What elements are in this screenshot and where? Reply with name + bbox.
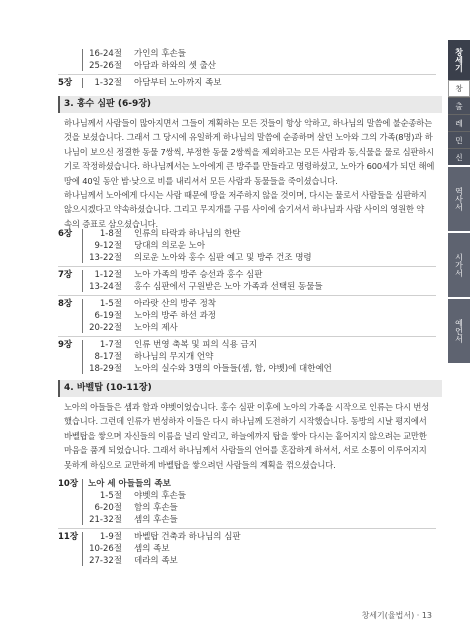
chapter-label: 9장 xyxy=(58,340,73,350)
tab-sub-num[interactable]: 민 xyxy=(448,131,470,148)
outline-text: 노아 가족의 방주 승선과 홍수 심판 xyxy=(134,270,263,280)
outline-text: 노아의 제사 xyxy=(134,323,178,333)
outline-row xyxy=(58,543,436,555)
outline-block xyxy=(58,77,436,89)
outline-text: 바벨탑 건축과 하나님의 심판 xyxy=(134,532,241,542)
verse-range: 6-20절 xyxy=(94,503,122,513)
paragraph-line: 못하게 하심으로 교만하게 바벨탑을 쌓으려던 사람들의 계획을 꺾으셨습니다. xyxy=(64,459,336,470)
verse-range: 6-19절 xyxy=(94,311,122,321)
outline-row xyxy=(58,281,436,293)
verse-range: 1-5절 xyxy=(99,299,122,309)
verse-range: 1-32절 xyxy=(94,78,122,88)
outline-row xyxy=(58,339,436,351)
chapter-label: 5장 xyxy=(58,78,73,88)
paragraph-line: 않으시겠다고 약속하셨습니다. 그리고 무지개를 구름 사이에 숨기셔서 하나님과 사람 사이의 영원한 약 xyxy=(64,204,425,215)
section-heading: 4. 바벨탑 (10-11장) xyxy=(58,380,442,397)
tab-sub-deu[interactable]: 신 xyxy=(448,148,470,165)
chapter-title: 노아 세 아들들의 족보 xyxy=(88,479,171,489)
tab-book[interactable]: 창세기 xyxy=(448,40,470,80)
verse-range: 1-8절 xyxy=(99,229,122,239)
outline-row xyxy=(58,269,436,281)
tab-history[interactable]: 역사서 xyxy=(448,165,470,231)
outline-block xyxy=(58,339,436,375)
outline-text: 인류의 타락과 하나님의 한탄 xyxy=(134,229,241,239)
outline-text: 아담부터 노아까지 족보 xyxy=(134,78,222,88)
outline-block xyxy=(58,228,436,264)
verse-range: 27-32절 xyxy=(89,556,122,566)
outline-row xyxy=(58,60,436,72)
outline-text: 하나님의 무지개 언약 xyxy=(134,352,214,362)
outline-row xyxy=(58,240,436,252)
outline-row xyxy=(58,514,436,526)
paragraph-line: 노아의 아들들은 셈과 함과 야벳이었습니다. 홍수 심판 이후에 노아의 가족을 시작으로 인류는 다시 번성 xyxy=(64,402,430,412)
outline-row xyxy=(58,252,436,264)
paragraph-line: 땅에 40일 동안 밤·낮으로 비를 내리셔서 모든 사람과 동물들을 죽이셨습니다. xyxy=(64,175,338,186)
tab-prophecy[interactable]: 예언서 xyxy=(448,297,470,363)
outline-text: 함의 후손들 xyxy=(134,503,178,513)
verse-range: 10-26절 xyxy=(89,544,122,554)
outline-text: 노아의 실수와 3명의 아들들(셈, 함, 야벳)에 대한예언 xyxy=(134,364,332,374)
outline-row xyxy=(58,48,436,60)
outline-row xyxy=(58,322,436,334)
outline-text: 아담과 하와의 셋 출산 xyxy=(134,61,217,71)
page-footer: 창세기(율법서) · 13 xyxy=(361,611,432,620)
chapter-label: 7장 xyxy=(58,270,73,280)
paragraph-line: 했습니다. 그런데 인류가 번성하자 이들은 다시 하나님께 도전하기 시작했습니다. 동방의 시날 평지에서 xyxy=(64,416,427,427)
outline-block xyxy=(58,269,436,293)
outline-row xyxy=(58,351,436,363)
paragraph-line: 기로 작정하셨습니다. 하나님께서는 노아에게 큰 방주를 만들라고 명령하셨고, 노아가 600세가 되던 해에 xyxy=(64,161,435,172)
verse-range: 16-24절 xyxy=(89,49,122,59)
chapter-label: 6장 xyxy=(58,229,73,239)
outline-block xyxy=(58,48,436,72)
verse-range: 8-17절 xyxy=(94,352,122,362)
outline-row xyxy=(58,478,436,490)
outline-text: 인류 번영 축복 및 피의 식용 금지 xyxy=(134,340,257,350)
outline-text: 셈의 족보 xyxy=(134,544,170,554)
tab-sub-lev[interactable]: 레 xyxy=(448,114,470,131)
verse-range: 18-29절 xyxy=(89,364,122,374)
verse-range: 25-26절 xyxy=(89,61,122,71)
section3-outline xyxy=(58,228,436,375)
outline-block xyxy=(58,531,436,567)
chapter-label: 11장 xyxy=(58,532,79,542)
paragraph-line: 하나님께서 노아에게 다시는 사람 때문에 땅을 저주하지 않을 것이며, 다시는 물로서 사람들을 심판하지 xyxy=(64,190,427,201)
verse-range: 9-12절 xyxy=(94,241,122,251)
verse-range: 21-32절 xyxy=(89,515,122,525)
chapter-label: 8장 xyxy=(58,299,73,309)
outline-row xyxy=(58,502,436,514)
section-paragraph xyxy=(64,400,436,472)
section-heading: 3. 홍수 심판 (6-9장) xyxy=(58,96,442,113)
outline-row xyxy=(58,77,436,89)
side-tabs xyxy=(448,40,470,363)
outline-block xyxy=(58,298,436,334)
paragraph-line: 마음을 품게 되었습니다. 그래서 하나님께서 사람들의 언어를 혼잡하게 하셔서, 서로 소통이 이루어지지 xyxy=(64,445,427,456)
outline-block xyxy=(58,478,436,526)
top-outline xyxy=(58,48,436,89)
outline-text: 아라랏 산의 방주 정착 xyxy=(134,299,217,309)
outline-text: 당대의 의로운 노아 xyxy=(134,241,206,251)
tab-sub-gen[interactable]: 창 xyxy=(448,80,470,97)
paragraph-line: 속의 증표로 삼으셨습니다. xyxy=(64,218,158,229)
divider xyxy=(58,336,436,337)
outline-row xyxy=(58,555,436,567)
outline-row xyxy=(58,310,436,322)
paragraph-line: 하나님께서 사람들이 많아지면서 그들이 계획하는 모든 것들이 항상 악하고, 하나님의 말씀에 불순종하는 xyxy=(64,118,433,128)
tab-poetry[interactable]: 시가서 xyxy=(448,231,470,297)
outline-row xyxy=(58,363,436,375)
outline-row xyxy=(58,298,436,310)
divider xyxy=(58,266,436,267)
section4-outline xyxy=(58,478,436,567)
outline-text: 노아의 방주 하선 과정 xyxy=(134,311,217,321)
outline-row xyxy=(58,228,436,240)
paragraph-line: 바벨탑을 쌓으며 자신들의 이름을 널리 알리고, 하늘에까지 탑을 쌓아 다시는 흩어지지 않으려는 교만한 xyxy=(64,430,427,441)
verse-range: 13-24절 xyxy=(89,282,122,292)
outline-text: 가인의 후손들 xyxy=(134,49,186,59)
verse-range: 1-9절 xyxy=(99,532,122,542)
divider xyxy=(58,528,436,529)
divider xyxy=(58,74,436,75)
chapter-label: 10장 xyxy=(58,479,79,489)
outline-text: 의로운 노아와 홍수 심판 예고 및 방주 건조 명령 xyxy=(134,253,312,263)
verse-range: 1-12절 xyxy=(94,270,122,280)
verse-range: 20-22절 xyxy=(89,323,122,333)
outline-text: 데라의 족보 xyxy=(134,556,178,566)
paragraph-line: 나님이 보으신 정결한 동물 7쌍씩, 부정한 동물 2쌍씩을 제외하고는 모든 사람과 동,식물을 물로 심판하시 xyxy=(64,146,435,157)
outline-text: 홍수 심판에서 구원받은 노아 가족과 선택된 동물들 xyxy=(134,282,323,292)
verse-range: 13-22절 xyxy=(89,253,122,263)
outline-row xyxy=(58,490,436,502)
verse-range: 1-7절 xyxy=(99,340,122,350)
outline-text: 야벳의 후손들 xyxy=(134,491,186,501)
tab-sub-exo[interactable]: 출 xyxy=(448,97,470,114)
outline-text: 셈의 후손들 xyxy=(134,515,178,525)
verse-range: 1-5절 xyxy=(99,491,122,501)
divider xyxy=(58,295,436,296)
section-paragraph xyxy=(64,116,436,231)
outline-row xyxy=(58,531,436,543)
paragraph-line: 것을 보셨습니다. 그래서 그 당시에 유일하게 하나님의 말씀에 순종하며 살던 노아와 그의 가족(8명)과 하 xyxy=(64,132,433,143)
